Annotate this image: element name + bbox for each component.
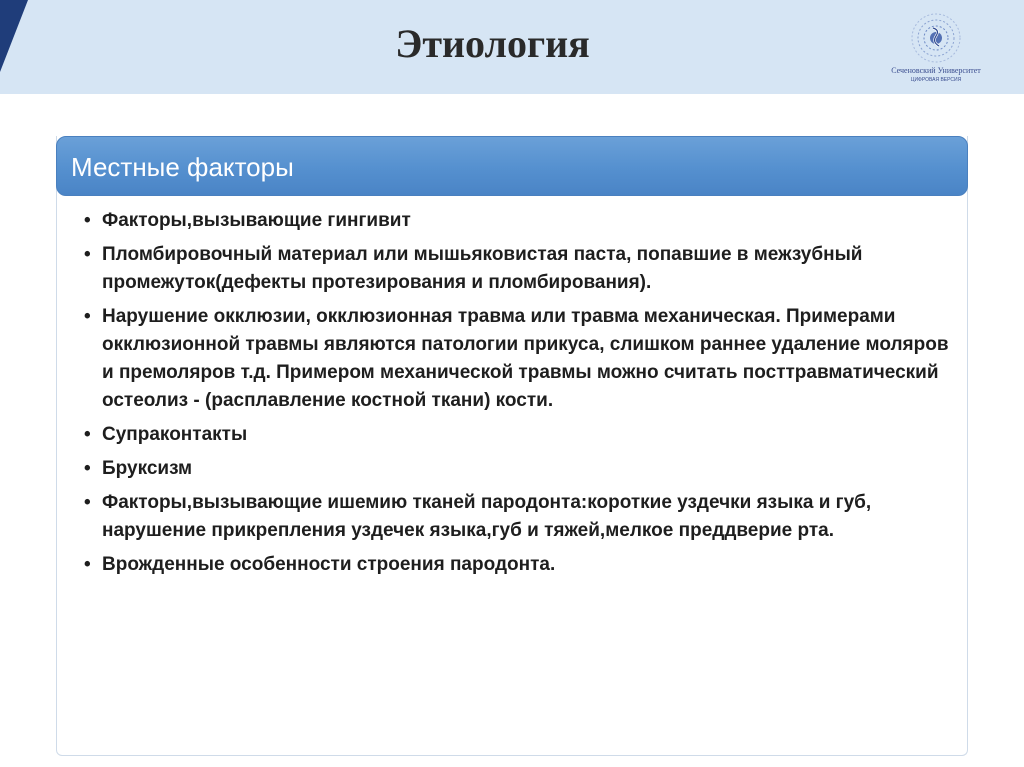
bullet-text: Факторы,вызывающие гингивит [102,210,411,231]
bullet-dot: • [84,492,91,513]
logo-caption: Сеченовский Университет [891,66,981,75]
bullet-text: Врожденные особенности строения пародонта. [102,554,556,575]
bullet-dot: • [84,306,91,327]
bullet-item [84,421,954,449]
bullet-dot: • [84,210,91,231]
slide-title: Этиология [395,21,590,66]
bullet-item [84,207,954,235]
bullet-text: Пломбировочный материал или мышьяковистая паста, попавшие в межзубный промежуток(дефекты протезирования и пломбирования). [102,244,863,293]
bullet-item [84,303,954,415]
tree-logo-icon [876,10,996,66]
section-header-text: Местные факторы [71,152,294,182]
bullet-text: Супраконтакты [102,424,248,445]
bullet-text: Нарушение окклюзии, окклюзионная травма или травма механическая. Примерами окклюзионной травмы являются патологии прикуса, слишком раннее удаление моляров и премоляров т.д. Примером механической травмы можно считать посттравматический остеолиз - (расплавление костной ткани) кости. [102,306,949,411]
logo-subcaption: ЦИФРОВАЯ ВЕРСИЯ [910,77,962,83]
bullet-item [84,455,954,483]
university-logo [876,10,996,84]
bullet-dot: • [84,244,91,265]
bullet-dot: • [84,424,91,445]
section-header [56,136,968,196]
bullet-item [84,241,954,297]
bullet-list [84,207,954,585]
bullet-text: Бруксизм [102,458,193,479]
bullet-dot: • [84,458,91,479]
slide-header [0,0,1024,94]
bullet-item [84,489,954,545]
bullet-text: Факторы,вызывающие ишемию тканей пародонта:короткие уздечки языка и губ, нарушение прикрепления уздечек языка,губ и тяжей,мелкое преддверие рта. [102,492,872,541]
bullet-dot: • [84,554,91,575]
bullet-item [84,551,954,579]
